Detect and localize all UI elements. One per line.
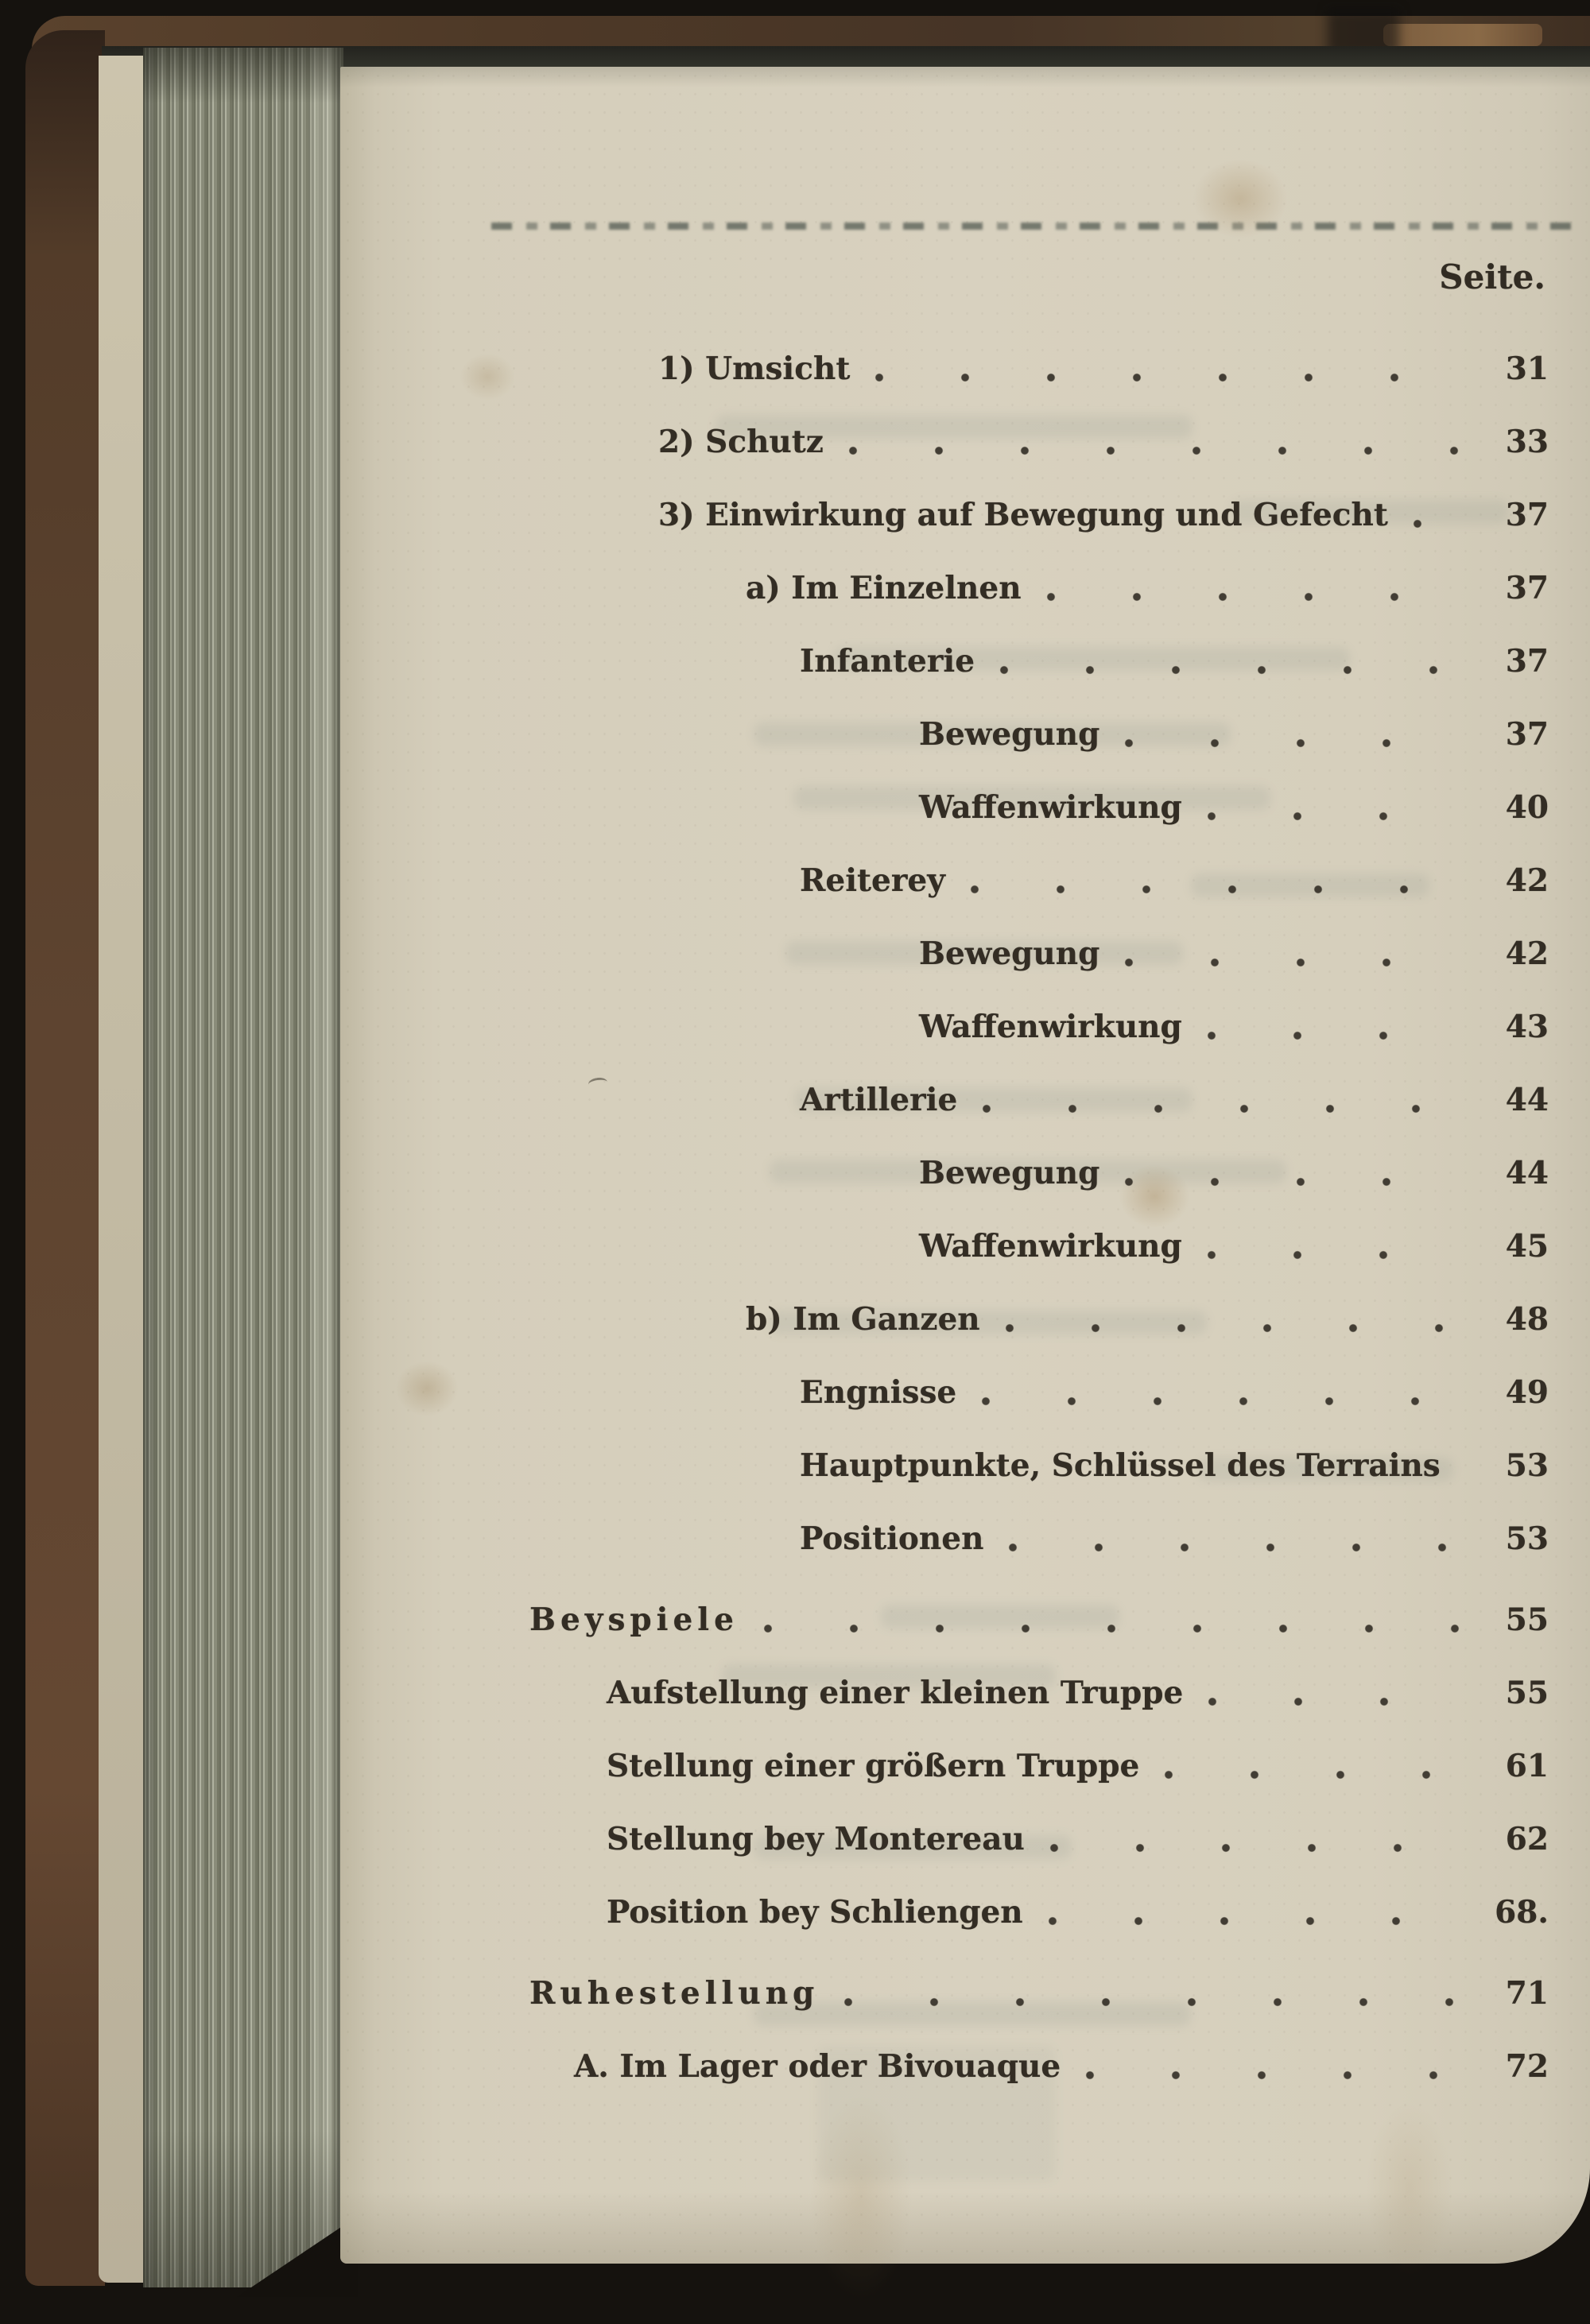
dot-leader	[847, 445, 1464, 456]
toc-entry-label: Stellung einer größern Truppe	[607, 1748, 1140, 1784]
leather-wear-patch	[1383, 24, 1542, 46]
toc-page-number: 31	[1505, 351, 1549, 387]
toc-entry-label: 1) Umsicht	[658, 351, 851, 387]
dot-leader	[1007, 1542, 1464, 1553]
dashed-divider-rule	[491, 223, 1582, 230]
toc-row	[340, 625, 1549, 698]
toc-entry-label: A. Im Lager oder Bivouaque	[574, 2048, 1061, 2085]
book-spine-leather	[25, 30, 105, 2286]
toc-page-number: 42	[1505, 862, 1549, 899]
toc-entry-label: Bewegung	[919, 1155, 1100, 1191]
dot-leader	[1207, 1696, 1464, 1707]
toc-section-row	[340, 1957, 1549, 2030]
toc-page-number: 72	[1505, 2048, 1549, 2085]
toc-entry-label: Hauptpunkte, Schlüssel des Terrains	[800, 1447, 1441, 1484]
toc-row	[340, 1803, 1549, 1876]
dot-leader	[843, 1997, 1464, 2008]
toc-row	[340, 552, 1549, 625]
dot-leader	[874, 372, 1464, 383]
toc-entry-label: 2) Schutz	[658, 424, 824, 460]
toc-page-number: 55	[1505, 1675, 1549, 1711]
foxing-stain	[809, 2094, 913, 2300]
toc-page-number: 53	[1505, 1520, 1549, 1557]
toc-page-number: 71	[1505, 1975, 1549, 2012]
toc-row	[340, 990, 1549, 1063]
toc-page-number: 44	[1505, 1155, 1549, 1191]
toc-entry-label: b) Im Ganzen	[746, 1301, 980, 1338]
toc-entry-label: Waffenwirkung	[919, 789, 1182, 826]
toc-row	[340, 1656, 1549, 1729]
dot-leader	[1412, 518, 1464, 529]
dot-leader	[1047, 1915, 1464, 1927]
toc-entry-label: Waffenwirkung	[919, 1228, 1182, 1265]
toc-page-number: 37	[1505, 497, 1549, 533]
dot-leader	[1123, 738, 1464, 749]
toc-page-number: 45	[1505, 1228, 1549, 1265]
toc-row	[340, 1063, 1549, 1137]
toc-row	[340, 332, 1549, 405]
toc-page-number: 42	[1505, 935, 1549, 972]
toc-row	[340, 698, 1549, 771]
toc-page-number: 37	[1505, 643, 1549, 680]
dot-leader	[969, 884, 1464, 895]
toc-page-number: 68.	[1495, 1894, 1549, 1931]
foxing-stain	[1366, 2101, 1453, 2276]
toc-row	[340, 844, 1549, 917]
toc-entry-label: Waffenwirkung	[919, 1009, 1182, 1045]
toc-row	[340, 1502, 1549, 1575]
dot-leader	[1163, 1769, 1464, 1780]
toc-entry-label: Bewegung	[919, 716, 1100, 753]
toc-entry-label: Reiterey	[800, 862, 945, 899]
toc-row	[340, 478, 1549, 552]
toc-row	[340, 917, 1549, 990]
foxing-stain	[1192, 159, 1288, 238]
dot-leader	[1123, 957, 1464, 968]
toc-row	[340, 771, 1549, 844]
page-column-header: Seite.	[1439, 258, 1545, 296]
dot-leader	[1123, 1176, 1464, 1187]
dot-leader	[981, 1103, 1464, 1114]
dot-leader	[762, 1623, 1464, 1634]
dot-leader	[1049, 1842, 1464, 1853]
dot-leader	[1084, 2070, 1464, 2081]
dot-leader	[999, 664, 1464, 676]
toc-row	[340, 1729, 1549, 1803]
dot-leader	[1206, 811, 1464, 822]
dot-leader	[980, 1396, 1464, 1407]
toc-entry-label: Beyspiele	[529, 1602, 739, 1638]
toc-page-number: 61	[1505, 1748, 1549, 1784]
table-of-contents	[340, 332, 1590, 2103]
toc-row	[340, 1210, 1549, 1283]
toc-entry-label: Bewegung	[919, 935, 1100, 972]
toc-row	[340, 1429, 1549, 1502]
dot-leader	[1045, 591, 1464, 602]
toc-row	[340, 405, 1549, 478]
toc-page-number: 55	[1505, 1602, 1549, 1638]
toc-page-number: 33	[1505, 424, 1549, 460]
toc-page-number: 49	[1505, 1374, 1549, 1411]
toc-row	[340, 1283, 1549, 1356]
toc-entry-label: Infanterie	[800, 643, 975, 680]
toc-entry-label: Stellung bey Montereau	[607, 1821, 1025, 1857]
toc-entry-label: Position bey Schliengen	[607, 1894, 1023, 1931]
page-block-fore-edge	[143, 48, 343, 2287]
toc-entry-label: 3) Einwirkung auf Bewegung und Gefecht	[658, 497, 1388, 533]
toc-entry-label: a) Im Einzelnen	[746, 570, 1022, 606]
book-page	[340, 67, 1590, 2264]
toc-row	[340, 1137, 1549, 1210]
toc-page-number: 48	[1505, 1301, 1549, 1338]
toc-page-number: 37	[1505, 716, 1549, 753]
toc-page-number: 37	[1505, 570, 1549, 606]
toc-row	[340, 1876, 1549, 1949]
toc-section-row	[340, 1583, 1549, 1656]
toc-entry-label: Engnisse	[800, 1374, 957, 1411]
toc-page-number: 62	[1505, 1821, 1549, 1857]
toc-entry-label: Aufstellung einer kleinen Truppe	[607, 1675, 1184, 1711]
toc-page-number: 40	[1505, 789, 1549, 826]
toc-entry-label: Positionen	[800, 1520, 984, 1557]
toc-page-number: 43	[1505, 1009, 1549, 1045]
toc-row	[340, 2030, 1549, 2103]
dot-leader	[1206, 1249, 1464, 1261]
toc-row	[340, 1356, 1549, 1429]
dot-leader	[1206, 1030, 1464, 1041]
dot-leader	[1004, 1323, 1464, 1334]
toc-page-number: 44	[1505, 1082, 1549, 1118]
toc-entry-label: Ruhestellung	[529, 1975, 820, 2012]
toc-entry-label: Artillerie	[800, 1082, 958, 1118]
toc-page-number: 53	[1505, 1447, 1549, 1484]
